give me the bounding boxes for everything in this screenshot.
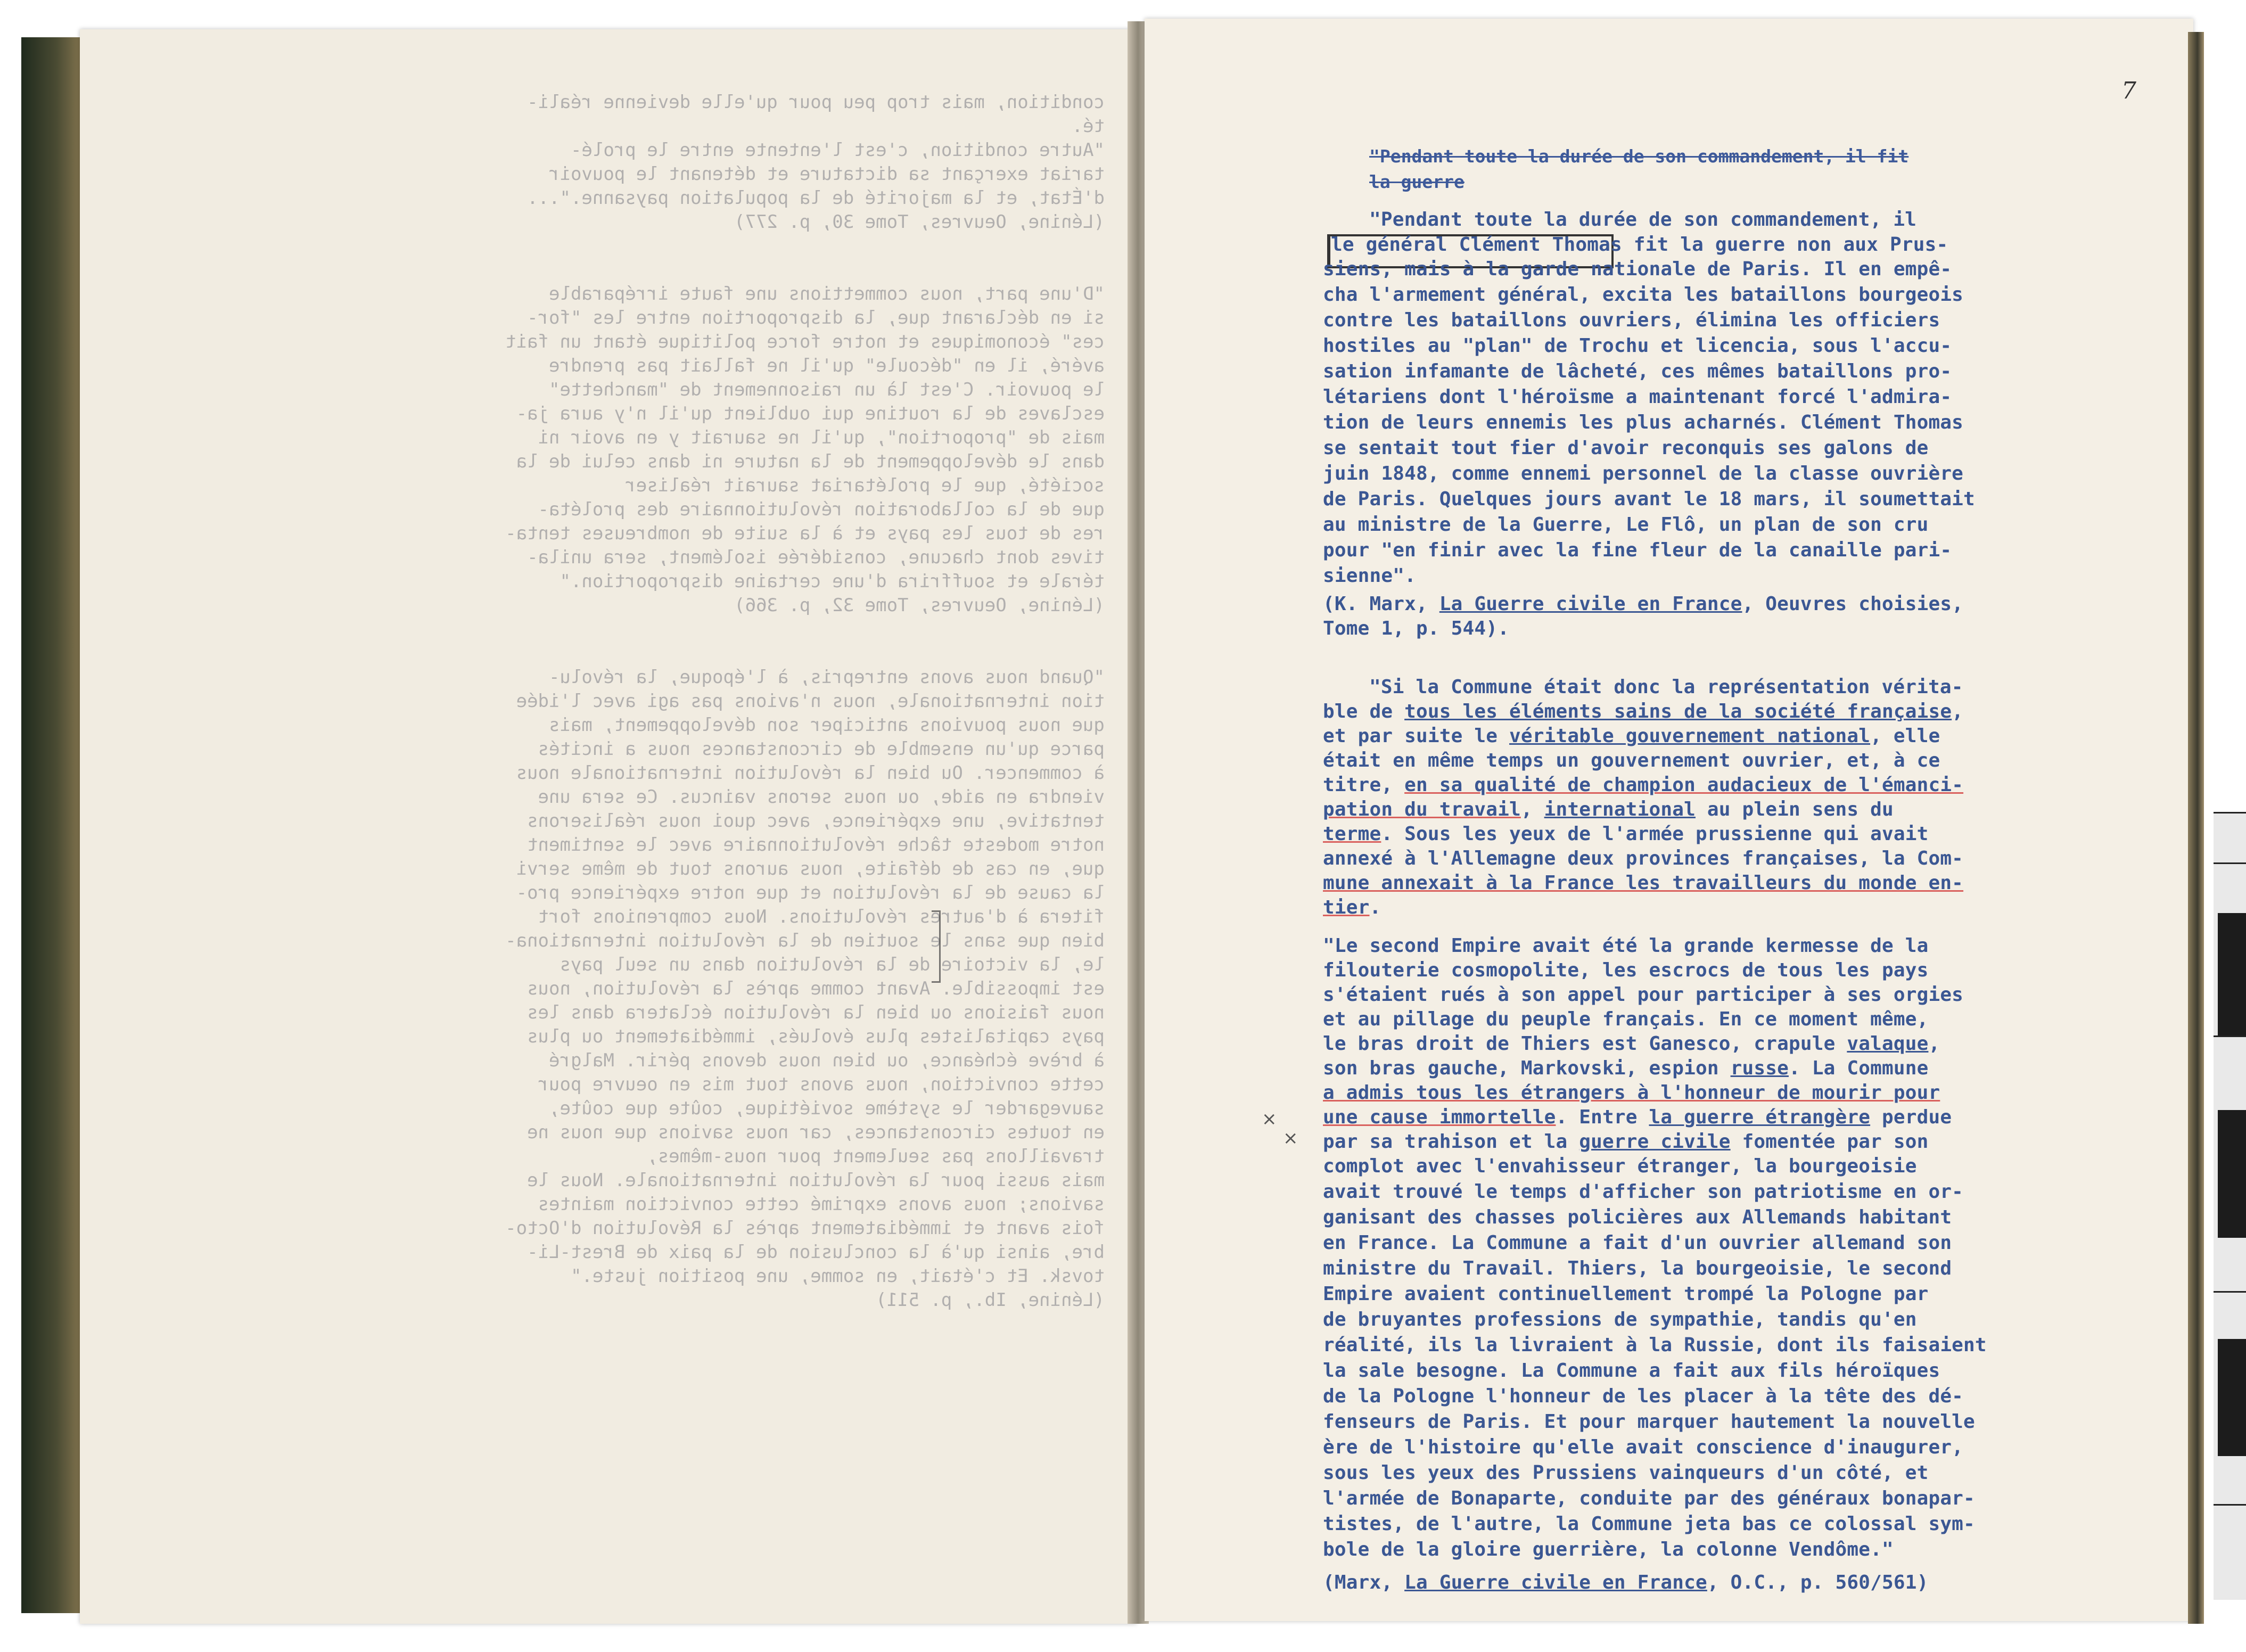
ghost-line: à brève échéance, ou bien nous devons périr. Malgré: [549, 1050, 1105, 1071]
ghost-line: la cause de la révolution et que notre expérience pro-: [516, 882, 1105, 903]
quote3-line-5: le bras droit de Thiers est Ganesco, crapule valaque,: [1323, 1033, 1940, 1055]
quote1-body-line-8: se sentait tout fier d'avoir reconquis ses galons de: [1323, 437, 1929, 459]
ghost-line: [114, 642, 1105, 665]
ghost-line: tives dont chacune, considérée isolément, sera unila-: [527, 547, 1105, 568]
ghost-line: mais de "proportion", qu'il ne saurait y en avoir ni: [538, 427, 1105, 448]
quote2-line-7: terme. Sous les yeux de l'armée prussienne qui avait: [1323, 823, 1929, 845]
ghost-line: bien que sans le soutien de la révolution internationa-: [505, 930, 1105, 951]
quote1-body-line-11: au ministre de la Guerre, Le Flô, un plan de son cru: [1323, 514, 1929, 536]
ghost-line: tentative, une expérience, avec quoi nous réaliserons: [527, 810, 1105, 832]
ghost-line: société, que le prolétariat saurait réaliser: [625, 475, 1105, 496]
ghost-line: viendra en aide, ou nous serons vaincus. Ce sera une: [538, 786, 1105, 808]
left-page-bleed-text: [114, 91, 1105, 1312]
left-margin-bracket: [932, 910, 941, 983]
ghost-line: notre modeste tâche révolutionnaire avec le sentiment: [527, 834, 1105, 856]
struck-heading-line-2: la guerre: [1369, 171, 1465, 192]
quote1-body-line-3: contre les bataillons ouvriers, élimina les officiers: [1323, 309, 1940, 331]
quote3-line-b-4: en France. La Commune a fait d'un ouvrier allemand son: [1323, 1232, 1952, 1254]
ghost-line: à commencer. Ou bien la révolution internationale nous: [516, 762, 1105, 784]
ghost-line: est impossible. Avant comme après la révolution, nous: [527, 978, 1105, 999]
ghost-line: condition, mais trop peu pour qu'elle devienne réali-: [527, 92, 1105, 113]
ghost-line: [114, 234, 1105, 258]
quote2-line-9: mune annexait à la France les travailleurs du monde en-: [1323, 872, 1964, 894]
right-cover-edge: [2188, 32, 2204, 1624]
quote3-line-b-15: tistes, de l'autre, la Commune jeta bas ce colossal sym-: [1323, 1513, 1975, 1535]
ghost-line: cette conviction, nous avons tout mis en oeuvre pour: [538, 1074, 1105, 1095]
ghost-line: d'État, et la majorité de la population paysanne."...: [527, 187, 1105, 209]
ghost-line: tariat exerçant sa dictature et détenant le pouvoir: [549, 163, 1105, 185]
quote1-citation: (K. Marx, La Guerre civile en France, Oeuvres choisies,: [1323, 593, 1964, 615]
ghost-line: térale et souffrira d'une certaine disproportion.": [560, 571, 1105, 592]
ghost-line: (Lénine, Ib., p. 511): [876, 1289, 1105, 1311]
ghost-line: mais aussi pour la révolution internationale. Nous le: [527, 1170, 1105, 1191]
ghost-line: que de la collaboration révolutionnaire des proléta-: [538, 499, 1105, 520]
ghost-line: si en déclarant que, la disproportion entre les "for-: [527, 307, 1105, 328]
quote1-body-line-12: pour "en finir avec la fine fleur de la canaille pari-: [1323, 539, 1952, 561]
ghost-line: bre, ainsi qu'à la conclusion de la paix de Brest-Li-: [527, 1242, 1105, 1263]
quote3-line-8: une cause immortelle. Entre la guerre étrangère perdue: [1323, 1106, 1952, 1128]
quote2-line-1: "Si la Commune était donc la représentation vérita-: [1369, 676, 1963, 698]
quote3-line-a-3: s'étaient rués à son appel pour participer à ses orgies: [1323, 984, 1964, 1006]
quote3-line-b-2: avait trouvé le temps d'afficher son patriotisme en or-: [1323, 1181, 1964, 1203]
quote3-line-b-16: bole de la gloire guerrière, la colonne Vendôme.": [1323, 1539, 1894, 1560]
ghost-line: que nous pouvions anticiper son développement, mais: [549, 714, 1105, 736]
quote2-line-2: ble de tous les éléments sains de la société française,: [1323, 701, 1964, 722]
ghost-line: tion internationale, nous n'avions pas agi avec l'idée: [516, 691, 1105, 712]
quote1-body-line-4: hostiles au "plan" de Trochu et licencia, sous l'accu-: [1323, 335, 1952, 357]
ghost-line: (Lénine, Oeuvres, Tome 30, p. 277): [734, 211, 1105, 233]
ghost-line: "Quand nous avons entrepris, à l'époque, la révolu-: [549, 667, 1105, 688]
ghost-line: [114, 258, 1105, 282]
ghost-line: [114, 618, 1105, 642]
quote3-line-b-14: l'armée de Bonaparte, conduite par des généraux bonapar-: [1323, 1487, 1975, 1509]
ghost-line: le pouvoir. C'est là un raisonnement de "manchette": [549, 379, 1105, 400]
quote3-line-6: son bras gauche, Markovski, espion russe. La Commune: [1323, 1057, 1929, 1079]
quote2-line-4: était en même temps un gouvernement ouvrier, et, à ce: [1323, 750, 1940, 771]
struck-heading-line-1: "Pendant toute la durée de son commandement, il fit: [1369, 146, 1909, 167]
margin-x-mark-1: ×: [1262, 1108, 1277, 1130]
quote3-line-b-10: de la Pologne l'honneur de les placer à la tête des dé-: [1323, 1385, 1964, 1407]
ghost-line: que, en cas de défaite, nous aurons tout de même servi: [516, 858, 1105, 880]
quote3-citation: (Marx, La Guerre civile en France, O.C., p. 560/561): [1323, 1572, 1929, 1593]
ghost-line: parce qu'un ensemble de circonstances nous a incités: [538, 738, 1105, 760]
ghost-line: fois avant et immédiatement après la Révolution d'Octo-: [505, 1218, 1105, 1239]
quote3-line-a-4: et au pillage du peuple français. En ce moment même,: [1323, 1008, 1929, 1030]
quote1-body-line-2: cha l'armement général, excita les bataillons bourgeois: [1323, 284, 1964, 306]
quote3-line-b-13: sous les yeux des Prussiens vainqueurs d'un côté, et: [1323, 1462, 1929, 1484]
ghost-line: nous faisions ou bien la révolution éclatera dans les: [527, 1002, 1105, 1023]
quote3-line-7: a admis tous les étrangers à l'honneur de mourir pour: [1323, 1082, 1940, 1104]
quote3-line-a-1: "Le second Empire avait été la grande kermesse de la: [1323, 935, 1929, 957]
ghost-line: en toutes circonstances, car nous savions que nous ne: [527, 1122, 1105, 1143]
quote2-line-6: pation du travail, international au plein sens du: [1323, 799, 1894, 820]
ghost-line: tovsk. Et c'était, en somme, une position juste.": [570, 1265, 1105, 1287]
ghost-line: savions; nous avons exprimé cette conviction maintes: [538, 1194, 1105, 1215]
quote1-body-line-9: juin 1848, comme ennemi personnel de la classe ouvrière: [1323, 463, 1964, 484]
ghost-line: sauvegarder le système soviétique, coûte que coûte,: [549, 1098, 1105, 1119]
quote1-line-2: le général Clément Thomas fit la guerre non aux Prus-: [1331, 234, 1948, 256]
quote3-line-b-9: la sale besogne. La Commune a fait aux fils héroïques: [1323, 1360, 1940, 1382]
quote1-body-line-5: sation infamante de lâcheté, ces mêmes bataillons pro-: [1323, 360, 1952, 382]
ghost-line: dans le développement de la nature ni dans celui de la: [516, 451, 1105, 472]
quote2-line-10: tier.: [1323, 897, 1381, 918]
ghost-line: "D'une part, nous commettions une faute irréparable: [549, 283, 1105, 305]
quote2-line-3: et par suite le véritable gouvernement national, elle: [1323, 725, 1940, 747]
ghost-line: (Lénine, Oeuvres, Tome 32, p. 366): [734, 595, 1105, 616]
quote3-line-b-8: réalité, ils la livraient à la Russie, dont ils faisaient: [1323, 1334, 1987, 1356]
quote1-body-line-10: de Paris. Quelques jours avant le 18 mars, il soumettait: [1323, 488, 1975, 510]
ghost-line: pays capitalistes plus évolués, immédiatement ou plus: [527, 1026, 1105, 1047]
quote1-body-line-13: sienne".: [1323, 565, 1416, 587]
quote1-citation-2: Tome 1, p. 544).: [1323, 618, 1509, 639]
quote1-body-line-7: tion de leurs ennemis les plus acharnés. Clément Thomas: [1323, 412, 1964, 433]
quote3-line-a-2: filouterie cosmopolite, les escrocs de tous les pays: [1323, 959, 1929, 981]
ghost-line: fitera à d'autres révolutions. Nous comprenions fort: [538, 906, 1105, 927]
quote1-body-line-6: létariens dont l'héroïsme a maintenant forcé l'admira-: [1323, 386, 1952, 408]
ghost-line: ces" économiques et notre force politique étant un fait: [505, 331, 1105, 352]
quote3-line-b-12: ère de l'histoire qu'elle avait conscience d'inaugurer,: [1323, 1436, 1964, 1458]
ghost-line: "Autre condition, c'est l'entente entre le prolé-: [570, 139, 1105, 161]
quote3-line-b-3: ganisant des chasses policières aux Allemands habitant: [1323, 1206, 1952, 1228]
book-cover-edge: [21, 37, 85, 1613]
ghost-line: le, la victoire de la révolution dans un seul pays: [560, 954, 1105, 975]
ghost-line: avéré, il en "découle" qu'il ne fallait pas prendre: [549, 355, 1105, 376]
quote3-line-b-11: fenseurs de Paris. Et pour marquer hautement la nouvelle: [1323, 1411, 1975, 1433]
quote3-line-b-6: Empire avaient continuellement trompé la Pologne par: [1323, 1283, 1929, 1305]
quote3-line-b-7: de bruyantes professions de sympathie, tandis qu'en: [1323, 1309, 1917, 1330]
ghost-line: res de tous les pays et à la suite de nombreuses tenta-: [505, 523, 1105, 544]
ghost-line: travaillons pas seulement pour nous-mêmes,: [647, 1146, 1105, 1167]
ghost-line: esclaves de la routine qui oublient qu'il n'y aura ja-: [516, 403, 1105, 424]
page-number: 7: [2121, 77, 2136, 104]
quote1-line-1: "Pendant toute la durée de son commandement, il: [1369, 209, 1917, 231]
color-ruler: [2214, 812, 2246, 1600]
margin-x-mark-2: ×: [1283, 1128, 1298, 1149]
quote2-line-8: annexé à l'Allemagne deux provinces françaises, la Com-: [1323, 848, 1964, 869]
ghost-line: té.: [1072, 116, 1105, 137]
quote1-body-line-1: siens, mais à la garde nationale de Paris. Il en empê-: [1323, 258, 1952, 280]
quote2-line-5: titre, en sa qualité de champion audacieux de l'émanci-: [1323, 774, 1964, 796]
quote3-line-9: par sa trahison et la guerre civile fomentée par son: [1323, 1131, 1929, 1153]
quote3-line-b-5: ministre du Travail. Thiers, la bourgeoisie, le second: [1323, 1258, 1952, 1279]
quote3-line-b-1: complot avec l'envahisseur étranger, la bourgeoisie: [1323, 1155, 1917, 1177]
